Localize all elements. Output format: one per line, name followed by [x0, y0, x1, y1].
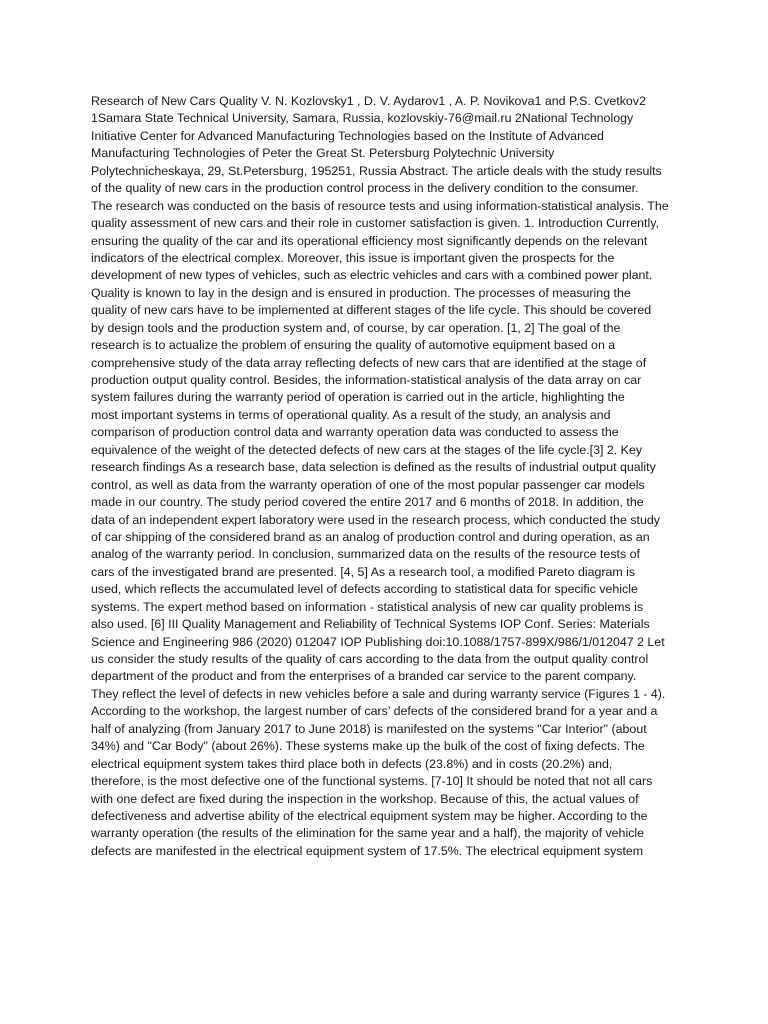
text-line: of car shipping of the considered brand as an analog of production control and during operation, as an [91, 529, 650, 544]
text-line: Science and Engineering 986 (2020) 012047 IOP Publishing doi:10.1088/1757-899X/986/1/012047 2 Let [91, 634, 665, 649]
text-line: of the quality of new cars in the production control process in the delivery condition to the consumer. [91, 181, 639, 196]
text-line: production output quality control. Besides, the information-statistical analysis of the data array on car [91, 373, 642, 387]
text-line: The research was conducted on the basis of resource tests and using information-statistical analysis. The [91, 198, 669, 213]
text-line: us consider the study results of the quality of cars according to the data from the output quality control [91, 652, 649, 666]
text-line: Quality is known to lay in the design and is ensured in production. The processes of measuring the [91, 285, 631, 300]
text-line: system failures during the warranty period of operation is carried out in the article, highlighting the [91, 390, 625, 405]
text-line: therefore, is the most defective one of the functional systems. [7-10] It should be noted that not all cars [91, 774, 653, 789]
text-line: cars of the investigated brand are presented. [4, 5] As a research tool, a modified Pareto diagram is [91, 564, 636, 579]
text-line: with one defect are fixed during the inspection in the workshop. Because of this, the actual values of [91, 791, 639, 806]
text-line: research is to actualize the problem of ensuring the quality of automotive equipment based on a [91, 338, 616, 353]
text-line: by design tools and the production system and, of course, by car operation. [1, 2] The goal of the [91, 320, 621, 335]
text-line: development of new types of vehicles, such as electric vehicles and cars with a combined power plant. [91, 268, 653, 283]
text-line: Initiative Center for Advanced Manufacturing Technologies based on the Institute of Advanced [91, 128, 604, 143]
text-line: Research of New Cars Quality V. N. Kozlovsky1 , D. V. Aydarov1 , A. P. Novikova1 and P.S. Cvetkov2 [91, 94, 646, 108]
text-line: research findings As a research base, data selection is defined as the results of industrial output quality [91, 460, 656, 475]
text-line: made in our country. The study period covered the entire 2017 and 6 months of 2018. In addition, the [91, 495, 644, 510]
text-line: used, which reflects the accumulated level of defects according to statistical data for specific vehicle [91, 582, 638, 597]
text-line: They reflect the level of defects in new vehicles before a sale and during warranty service (Figures 1 - 4). [91, 686, 666, 701]
text-line: quality of new cars have to be implemented at different stages of the life cycle. This should be covered [91, 303, 652, 318]
text-line: 1Samara State Technical University, Samara, Russia, kozlovskiy-76@mail.ru 2National Technology [91, 111, 634, 126]
text-line: department of the product and from the enterprises of a branded car service to the parent company. [91, 669, 637, 684]
text-line: comprehensive study of the data array reflecting defects of new cars that are identified at the stage of [91, 355, 647, 370]
text-line: ensuring the quality of the car and its operational efficiency most significantly depends on the relevant [91, 233, 648, 248]
text-line: indicators of the electrical complex. Moreover, this issue is important given the prospects for the [91, 250, 615, 265]
text-line: equivalence of the weight of the detected defects of new cars at the stages of the life cycle.[3] 2. Key [91, 442, 643, 457]
text-line: quality assessment of new cars and their role in customer satisfaction is given. 1. Introduction Currently, [91, 216, 659, 231]
text-line: analog of the warranty period. In conclusion, summarized data on the results of the resource tests of [91, 547, 640, 562]
text-line: control, as well as data from the warranty operation of one of the most popular passenger car models [91, 477, 645, 492]
text-line: Polytechnicheskaya, 29, St.Petersburg, 195251, Russia Abstract. The article deals with the study results [91, 163, 662, 178]
text-line: also used. [6] III Quality Management and Reliability of Technical Systems IOP Conf. Series: Materials [91, 617, 650, 632]
text-line: warranty operation (the results of the elimination for the same year and a half), the majority of vehicle [91, 826, 645, 841]
text-line: half of analyzing (from January 2017 to June 2018) is manifested on the systems "Car Interior" (about [91, 721, 647, 736]
text-line: According to the workshop, the largest number of cars’ defects of the considered brand for a year and a [91, 704, 658, 719]
text-line: data of an independent expert laboratory were used in the research process, which conducted the study [91, 512, 660, 527]
text-line: Manufacturing Technologies of Peter the Great St. Petersburg Polytechnic University [91, 146, 555, 161]
text-line: comparison of production control data and warranty operation data was conducted to assess the [91, 425, 619, 440]
document-body-text [91, 93, 691, 860]
text-line: defectiveness and advertise ability of the electrical equipment system may be higher. According to the [91, 808, 648, 823]
text-line: systems. The expert method based on information - statistical analysis of new car quality problems is [91, 599, 644, 614]
text-line: electrical equipment system takes third place both in defects (23.8%) and in costs (20.2%) and, [91, 756, 613, 771]
text-line: 34%) and "Car Body" (about 26%). These systems make up the bulk of the cost of fixing defects. The [91, 739, 645, 754]
text-line: defects are manifested in the electrical equipment system of 17.5%. The electrical equipment system [91, 843, 644, 858]
text-line: most important systems in terms of operational quality. As a result of the study, an analysis and [91, 407, 611, 422]
